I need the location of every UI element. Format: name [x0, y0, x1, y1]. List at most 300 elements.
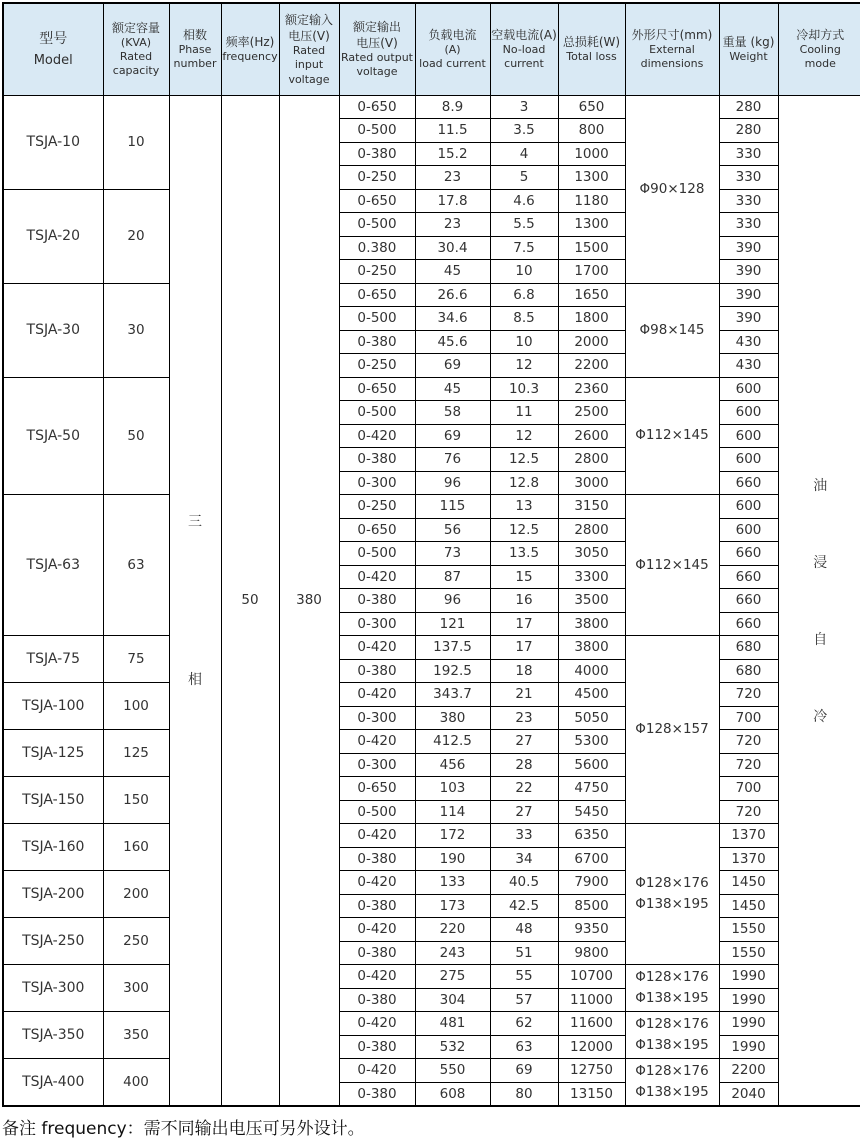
dimensions-line: Φ128×157: [635, 721, 709, 738]
load-current-cell: 275: [415, 965, 490, 989]
dimensions-line: Φ128×176: [635, 875, 709, 892]
cooling-char: 自: [813, 631, 828, 648]
no-load-current-cell: 5.5: [490, 213, 558, 237]
header-line: frequency: [222, 50, 278, 64]
output-voltage-cell: 0-380: [339, 894, 415, 918]
load-current-cell: 96: [415, 589, 490, 613]
table-header: [3, 3, 860, 95]
total-loss-cell: 12750: [558, 1059, 625, 1083]
weight-cell: 1550: [719, 941, 778, 965]
model-cell: TSJA-100: [3, 683, 103, 730]
header-line: 额定输出: [352, 19, 401, 34]
column-header-6: [415, 3, 490, 95]
header-line: 电压(V): [288, 28, 330, 43]
weight-cell: 700: [719, 777, 778, 801]
total-loss-cell: 1300: [558, 166, 625, 190]
load-current-cell: 192.5: [415, 659, 490, 683]
output-voltage-cell: 0-380: [339, 330, 415, 354]
output-voltage-cell: 0-420: [339, 1012, 415, 1036]
weight-cell: 1990: [719, 988, 778, 1012]
load-current-cell: 69: [415, 424, 490, 448]
no-load-current-cell: 4: [490, 142, 558, 166]
header-line: mode: [804, 57, 836, 71]
header-line: (KVA): [120, 35, 152, 49]
output-voltage-cell: 0-300: [339, 706, 415, 730]
dimensions-line: Φ138×195: [635, 896, 709, 912]
table-row: [3, 495, 860, 519]
weight-cell: 600: [719, 448, 778, 472]
total-loss-cell: 9350: [558, 918, 625, 942]
model-cell: TSJA-75: [3, 636, 103, 683]
dimensions-line: Φ138×195: [635, 990, 709, 1006]
no-load-current-cell: 13: [490, 495, 558, 519]
total-loss-cell: 1650: [558, 283, 625, 307]
load-current-cell: 190: [415, 847, 490, 871]
no-load-current-cell: 17: [490, 636, 558, 660]
total-loss-cell: 3000: [558, 471, 625, 495]
frequency-cell: 50: [221, 95, 279, 1106]
output-voltage-cell: 0-380: [339, 941, 415, 965]
no-load-current-cell: 57: [490, 988, 558, 1012]
weight-cell: 600: [719, 518, 778, 542]
output-voltage-cell: 0-380: [339, 448, 415, 472]
no-load-current-cell: 18: [490, 659, 558, 683]
weight-cell: 660: [719, 542, 778, 566]
weight-cell: 390: [719, 236, 778, 260]
capacity-cell: 63: [103, 495, 169, 636]
output-voltage-cell: 0-420: [339, 871, 415, 895]
total-loss-cell: 2500: [558, 401, 625, 425]
header-line: Weight: [729, 50, 768, 64]
no-load-current-cell: 62: [490, 1012, 558, 1036]
header-line: 负载电流: [428, 27, 477, 42]
no-load-current-cell: 5: [490, 166, 558, 190]
no-load-current-cell: 23: [490, 706, 558, 730]
table-row: [3, 683, 860, 707]
no-load-current-cell: 16: [490, 589, 558, 613]
table-row: [3, 871, 860, 895]
phase-char: 相: [188, 672, 202, 688]
header-line: Phase: [178, 43, 212, 57]
weight-cell: 1550: [719, 918, 778, 942]
load-current-cell: 481: [415, 1012, 490, 1036]
load-current-cell: 26.6: [415, 283, 490, 307]
no-load-current-cell: 22: [490, 777, 558, 801]
table-body: [3, 95, 860, 1106]
load-current-cell: 34.6: [415, 307, 490, 331]
no-load-current-cell: 12.5: [490, 448, 558, 472]
weight-cell: 660: [719, 612, 778, 636]
output-voltage-cell: 0-420: [339, 824, 415, 848]
load-current-cell: 304: [415, 988, 490, 1012]
table-row: [3, 824, 860, 848]
no-load-current-cell: 63: [490, 1035, 558, 1059]
table-row: [3, 918, 860, 942]
column-header-4: [279, 3, 339, 95]
weight-cell: 330: [719, 213, 778, 237]
load-current-cell: 412.5: [415, 730, 490, 754]
output-voltage-cell: 0-250: [339, 166, 415, 190]
load-current-cell: 121: [415, 612, 490, 636]
phase-stack: [170, 511, 221, 689]
header-line: 总损耗(W): [562, 35, 621, 49]
weight-cell: 390: [719, 260, 778, 284]
output-voltage-cell: 0-650: [339, 283, 415, 307]
load-current-cell: 87: [415, 565, 490, 589]
load-current-cell: 56: [415, 518, 490, 542]
load-current-cell: 114: [415, 800, 490, 824]
total-loss-cell: 6700: [558, 847, 625, 871]
no-load-current-cell: 12.8: [490, 471, 558, 495]
column-header-2: [169, 3, 221, 95]
total-loss-cell: 1000: [558, 142, 625, 166]
no-load-current-cell: 17: [490, 612, 558, 636]
weight-cell: 660: [719, 471, 778, 495]
header-line: 额定容量: [111, 20, 160, 35]
column-header-9: [625, 3, 719, 95]
load-current-cell: 133: [415, 871, 490, 895]
capacity-cell: 160: [103, 824, 169, 871]
total-loss-cell: 1180: [558, 189, 625, 213]
no-load-current-cell: 3: [490, 95, 558, 119]
no-load-current-cell: 21: [490, 683, 558, 707]
weight-cell: 720: [719, 683, 778, 707]
capacity-cell: 300: [103, 965, 169, 1012]
total-loss-cell: 11600: [558, 1012, 625, 1036]
output-voltage-cell: 0-420: [339, 730, 415, 754]
dimensions-line: Φ90×128: [639, 180, 705, 197]
output-voltage-cell: 0-380: [339, 1082, 415, 1106]
weight-cell: 330: [719, 189, 778, 213]
output-voltage-cell: 0-650: [339, 95, 415, 119]
header-line: 空载电流(A): [491, 27, 557, 42]
column-header-7: [490, 3, 558, 95]
weight-cell: 1450: [719, 871, 778, 895]
cooling-stack: [779, 475, 860, 726]
total-loss-cell: 1500: [558, 236, 625, 260]
header-line: 相数: [182, 27, 207, 42]
no-load-current-cell: 8.5: [490, 307, 558, 331]
no-load-current-cell: 3.5: [490, 119, 558, 143]
weight-cell: 680: [719, 636, 778, 660]
dimensions-cell: [625, 283, 719, 377]
total-loss-cell: 8500: [558, 894, 625, 918]
capacity-cell: 250: [103, 918, 169, 965]
total-loss-cell: 10700: [558, 965, 625, 989]
load-current-cell: 45.6: [415, 330, 490, 354]
column-header-1: [103, 3, 169, 95]
output-voltage-cell: 0-500: [339, 213, 415, 237]
no-load-current-cell: 40.5: [490, 871, 558, 895]
no-load-current-cell: 10: [490, 260, 558, 284]
output-voltage-cell: 0-650: [339, 518, 415, 542]
total-loss-cell: 3800: [558, 612, 625, 636]
cooling-cell: [778, 95, 860, 1106]
total-loss-cell: 1700: [558, 260, 625, 284]
column-header-11: [778, 3, 860, 95]
header-line: dimensions: [640, 57, 704, 71]
output-voltage-cell: 0-380: [339, 142, 415, 166]
header-line: 频率(Hz): [225, 35, 275, 49]
dimensions-line: Φ138×195: [635, 1083, 709, 1100]
weight-cell: 660: [719, 565, 778, 589]
load-current-cell: 137.5: [415, 636, 490, 660]
header-line: number: [173, 57, 217, 71]
weight-cell: 600: [719, 401, 778, 425]
total-loss-cell: 4000: [558, 659, 625, 683]
weight-cell: 720: [719, 730, 778, 754]
dimensions-cell: [625, 495, 719, 636]
table-row: [3, 777, 860, 801]
column-header-8: [558, 3, 625, 95]
output-voltage-cell: 0-420: [339, 636, 415, 660]
total-loss-cell: 3800: [558, 636, 625, 660]
header-line: No-load: [502, 43, 546, 57]
no-load-current-cell: 48: [490, 918, 558, 942]
weight-cell: 390: [719, 283, 778, 307]
column-header-10: [719, 3, 778, 95]
table-row: [3, 730, 860, 754]
capacity-cell: 100: [103, 683, 169, 730]
load-current-cell: 17.8: [415, 189, 490, 213]
load-current-cell: 608: [415, 1082, 490, 1106]
header-line: Rated input: [292, 43, 326, 72]
no-load-current-cell: 12: [490, 424, 558, 448]
header-line: voltage: [356, 65, 398, 79]
weight-cell: 1370: [719, 847, 778, 871]
load-current-cell: 380: [415, 706, 490, 730]
no-load-current-cell: 12: [490, 354, 558, 378]
load-current-cell: 103: [415, 777, 490, 801]
cooling-char: 油: [813, 477, 828, 494]
dimensions-line: Φ112×145: [635, 556, 709, 573]
input-voltage-cell: 380: [279, 95, 339, 1106]
header-line: Model: [33, 52, 73, 68]
total-loss-cell: 9800: [558, 941, 625, 965]
no-load-current-cell: 11: [490, 401, 558, 425]
header-line: 额定输入: [284, 12, 333, 27]
load-current-cell: 96: [415, 471, 490, 495]
capacity-cell: 400: [103, 1059, 169, 1106]
no-load-current-cell: 4.6: [490, 189, 558, 213]
weight-cell: 330: [719, 142, 778, 166]
output-voltage-cell: 0-380: [339, 847, 415, 871]
cooling-char: 浸: [813, 554, 828, 571]
capacity-cell: 125: [103, 730, 169, 777]
header-line: Cooling: [799, 43, 841, 57]
total-loss-cell: 2000: [558, 330, 625, 354]
no-load-current-cell: 15: [490, 565, 558, 589]
no-load-current-cell: 7.5: [490, 236, 558, 260]
output-voltage-cell: 0-420: [339, 683, 415, 707]
output-voltage-cell: 0-250: [339, 260, 415, 284]
weight-cell: 280: [719, 119, 778, 143]
load-current-cell: 73: [415, 542, 490, 566]
total-loss-cell: 7900: [558, 871, 625, 895]
header-line: 重量 (kg): [722, 35, 775, 49]
total-loss-cell: 11000: [558, 988, 625, 1012]
column-header-5: [339, 3, 415, 95]
model-cell: TSJA-30: [3, 283, 103, 377]
load-current-cell: 456: [415, 753, 490, 777]
model-cell: TSJA-125: [3, 730, 103, 777]
output-voltage-cell: 0-500: [339, 542, 415, 566]
cooling-char: 冷: [813, 708, 828, 725]
total-loss-cell: 5600: [558, 753, 625, 777]
header-line: 电压(V): [356, 35, 398, 50]
model-cell: TSJA-160: [3, 824, 103, 871]
load-current-cell: 15.2: [415, 142, 490, 166]
output-voltage-cell: 0-250: [339, 495, 415, 519]
output-voltage-cell: 0-650: [339, 777, 415, 801]
total-loss-cell: 2360: [558, 377, 625, 401]
table-row: [3, 377, 860, 401]
capacity-cell: 20: [103, 189, 169, 283]
output-voltage-cell: 0-250: [339, 354, 415, 378]
weight-cell: 600: [719, 424, 778, 448]
phase-char: 三: [188, 514, 202, 530]
load-current-cell: 532: [415, 1035, 490, 1059]
dimensions-line: Φ138×195: [635, 1037, 709, 1053]
load-current-cell: 8.9: [415, 95, 490, 119]
total-loss-cell: 3050: [558, 542, 625, 566]
dimensions-line: Φ128×176: [635, 1016, 709, 1033]
weight-cell: 1990: [719, 965, 778, 989]
output-voltage-cell: 0-420: [339, 1059, 415, 1083]
total-loss-cell: 12000: [558, 1035, 625, 1059]
output-voltage-cell: 0-500: [339, 800, 415, 824]
header-line: Rated output: [341, 51, 413, 65]
total-loss-cell: 2800: [558, 518, 625, 542]
load-current-cell: 243: [415, 941, 490, 965]
model-cell: TSJA-10: [3, 95, 103, 189]
weight-cell: 600: [719, 377, 778, 401]
weight-cell: 720: [719, 753, 778, 777]
model-cell: TSJA-350: [3, 1012, 103, 1059]
output-voltage-cell: 0-420: [339, 424, 415, 448]
weight-cell: 600: [719, 495, 778, 519]
total-loss-cell: 4500: [558, 683, 625, 707]
total-loss-cell: 2800: [558, 448, 625, 472]
total-loss-cell: 5050: [558, 706, 625, 730]
no-load-current-cell: 12.5: [490, 518, 558, 542]
no-load-current-cell: 27: [490, 730, 558, 754]
load-current-cell: 23: [415, 213, 490, 237]
load-current-cell: 45: [415, 377, 490, 401]
output-voltage-cell: 0-420: [339, 918, 415, 942]
header-line: load current: [419, 57, 486, 71]
output-voltage-cell: 0-650: [339, 377, 415, 401]
output-voltage-cell: 0.380: [339, 236, 415, 260]
no-load-current-cell: 42.5: [490, 894, 558, 918]
footnote: 备注 frequency：需不同输出电压可另外设计。: [2, 1118, 365, 1139]
table-row: [3, 189, 860, 213]
output-voltage-cell: 0-300: [339, 471, 415, 495]
weight-cell: 390: [719, 307, 778, 331]
load-current-cell: 23: [415, 166, 490, 190]
total-loss-cell: 3150: [558, 495, 625, 519]
no-load-current-cell: 55: [490, 965, 558, 989]
model-cell: TSJA-250: [3, 918, 103, 965]
capacity-cell: 50: [103, 377, 169, 495]
total-loss-cell: 3500: [558, 589, 625, 613]
capacity-cell: 350: [103, 1012, 169, 1059]
table-row: [3, 1059, 860, 1083]
total-loss-cell: 6350: [558, 824, 625, 848]
capacity-cell: 75: [103, 636, 169, 683]
model-cell: TSJA-400: [3, 1059, 103, 1106]
weight-cell: 1450: [719, 894, 778, 918]
weight-cell: 660: [719, 589, 778, 613]
output-voltage-cell: 0-380: [339, 659, 415, 683]
weight-cell: 680: [719, 659, 778, 683]
no-load-current-cell: 33: [490, 824, 558, 848]
load-current-cell: 220: [415, 918, 490, 942]
output-voltage-cell: 0-380: [339, 1035, 415, 1059]
no-load-current-cell: 10.3: [490, 377, 558, 401]
load-current-cell: 76: [415, 448, 490, 472]
dimensions-cell: [625, 965, 719, 1012]
weight-cell: 430: [719, 354, 778, 378]
output-voltage-cell: 0-420: [339, 565, 415, 589]
dimensions-line: Φ128×176: [635, 1062, 709, 1079]
dimensions-cell: [625, 1012, 719, 1059]
header-line: External: [649, 43, 695, 57]
output-voltage-cell: 0-500: [339, 119, 415, 143]
weight-cell: 2200: [719, 1059, 778, 1083]
load-current-cell: 30.4: [415, 236, 490, 260]
weight-cell: 280: [719, 95, 778, 119]
no-load-current-cell: 34: [490, 847, 558, 871]
table-row: [3, 965, 860, 989]
header-line: Rated: [119, 50, 153, 64]
capacity-cell: 150: [103, 777, 169, 824]
model-cell: TSJA-63: [3, 495, 103, 636]
weight-cell: 430: [719, 330, 778, 354]
header-line: Total loss: [566, 50, 617, 64]
header-line: 外形尺寸(mm): [631, 27, 713, 42]
total-loss-cell: 5450: [558, 800, 625, 824]
no-load-current-cell: 27: [490, 800, 558, 824]
dimensions-cell: [625, 1059, 719, 1106]
dimensions-cell: [625, 636, 719, 824]
total-loss-cell: 650: [558, 95, 625, 119]
dimensions-line: Φ128×176: [635, 969, 709, 986]
model-cell: TSJA-200: [3, 871, 103, 918]
header-line: (A): [444, 43, 461, 57]
output-voltage-cell: 0-380: [339, 988, 415, 1012]
header-row: [3, 3, 860, 95]
total-loss-cell: 13150: [558, 1082, 625, 1106]
dimensions-line: Φ98×145: [639, 321, 705, 338]
no-load-current-cell: 80: [490, 1082, 558, 1106]
no-load-current-cell: 10: [490, 330, 558, 354]
output-voltage-cell: 0-500: [339, 401, 415, 425]
model-cell: TSJA-150: [3, 777, 103, 824]
weight-cell: 1990: [719, 1012, 778, 1036]
model-cell: TSJA-20: [3, 189, 103, 283]
table-row: [3, 1012, 860, 1036]
load-current-cell: 172: [415, 824, 490, 848]
header-line: capacity: [112, 64, 160, 78]
output-voltage-cell: 0-420: [339, 965, 415, 989]
table-row: [3, 283, 860, 307]
table-row: [3, 636, 860, 660]
column-header-3: [221, 3, 279, 95]
header-line: 冷却方式: [796, 27, 845, 42]
dimensions-line: Φ112×145: [635, 427, 709, 444]
load-current-cell: 550: [415, 1059, 490, 1083]
